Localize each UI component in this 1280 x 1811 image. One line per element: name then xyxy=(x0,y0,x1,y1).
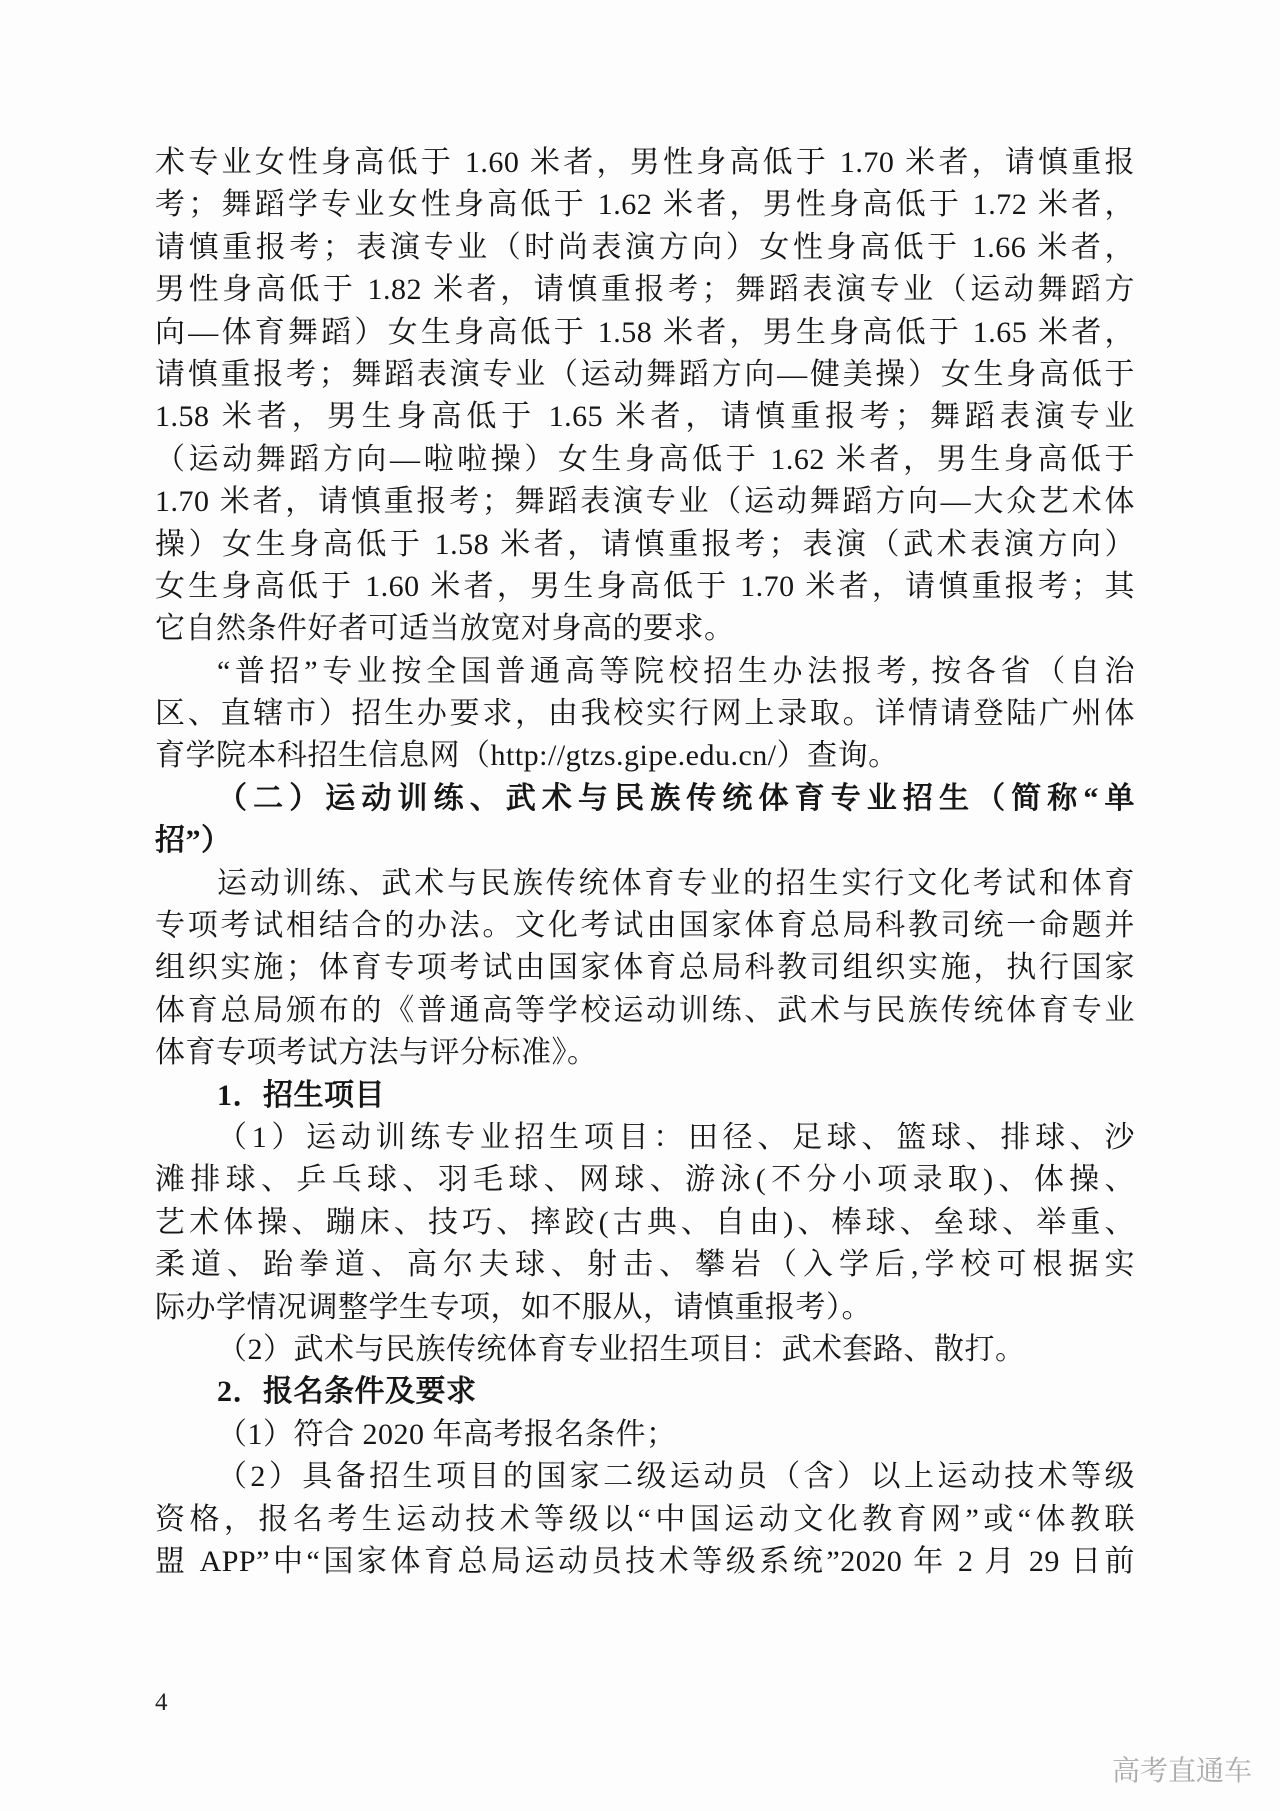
text-line: “普招”专业按全国普通高等院校招生办法报考, 按各省（自治 xyxy=(217,654,1135,688)
text-line: 向—体育舞蹈）女生身高低于 1.58 米者，男生身高低于 1.65 米者， xyxy=(155,315,1135,349)
text-line: 术专业女性身高低于 1.60 米者，男性身高低于 1.70 米者，请慎重报 xyxy=(155,146,1135,179)
page-number: 4 xyxy=(155,1689,168,1716)
text-line: 2．报名条件及要求 xyxy=(217,1375,477,1409)
text-line: 招”） xyxy=(155,824,232,858)
watermark-brand: 高考直通车 xyxy=(1111,1755,1252,1786)
text-line: 1.70 米者，请慎重报考；舞蹈表演专业（运动舞蹈方向—大众艺术体 xyxy=(155,485,1135,519)
text-line: （运动舞蹈方向—啦啦操）女生身高低于 1.62 米者，男生身高低于 xyxy=(155,442,1135,476)
text-line: 男性身高低于 1.82 米者，请慎重报考；舞蹈表演专业（运动舞蹈方 xyxy=(155,273,1135,307)
text-line: 运动训练、武术与民族传统体育专业的招生实行文化考试和体育 xyxy=(217,866,1135,900)
text-line: （2）具备招生项目的国家二级运动员（含）以上运动技术等级 xyxy=(217,1460,1135,1494)
text-line: 专项考试相结合的办法。文化考试由国家体育总局科教司统一命题并 xyxy=(155,909,1135,943)
text-line: 操）女生身高低于 1.58 米者，请慎重报考；表演（武术表演方向） xyxy=(155,527,1135,561)
text-line: 1.58 米者，男生身高低于 1.65 米者，请慎重报考；舞蹈表演专业 xyxy=(155,400,1135,434)
text-line: （二）运动训练、武术与民族传统体育专业招生（简称“单 xyxy=(217,781,1135,815)
text-line: 艺术体操、蹦床、技巧、摔跤(古典、自由)、棒球、垒球、举重、 xyxy=(155,1205,1135,1239)
text-line: 女生身高低于 1.60 米者，男生身高低于 1.70 米者，请慎重报考；其 xyxy=(155,569,1135,603)
text-line: 区、直辖市）招生办要求，由我校实行网上录取。详情请登陆广州体 xyxy=(155,697,1135,731)
text-line: 体育总局颁布的《普通高等学校运动训练、武术与民族传统体育专业 xyxy=(155,993,1135,1027)
text-line: 育学院本科招生信息网（http://gtzs.gipe.edu.cn/）查询。 xyxy=(155,739,899,773)
text-line: 际办学情况调整学生专项，如不服从，请慎重报考）。 xyxy=(155,1290,872,1324)
text-line: 1．招生项目 xyxy=(217,1078,385,1112)
document-body xyxy=(155,142,1135,1583)
text-line: （2）武术与民族传统体育专业招生项目：武术套路、散打。 xyxy=(217,1332,1026,1366)
text-line: 体育专项考试方法与评分标准》。 xyxy=(155,1036,598,1070)
text-line: 柔道、跆拳道、高尔夫球、射击、攀岩（入学后,学校可根据实 xyxy=(155,1248,1135,1282)
text-line: 滩排球、乒乓球、羽毛球、网球、游泳(不分小项录取)、体操、 xyxy=(155,1163,1135,1197)
text-line: 盟 APP”中“国家体育总局运动员技术等级系统”2020 年 2 月 29 日前 xyxy=(155,1544,1135,1578)
text-line: （1）符合 2020 年高考报名条件； xyxy=(217,1417,677,1451)
text-line: 组织实施；体育专项考试由国家体育总局科教司组织实施，执行国家 xyxy=(155,951,1135,985)
text-line: 请慎重报考；表演专业（时尚表演方向）女性身高低于 1.66 米者， xyxy=(155,230,1135,264)
text-line: 请慎重报考；舞蹈表演专业（运动舞蹈方向—健美操）女生身高低于 xyxy=(155,357,1135,391)
text-line: （1）运动训练专业招生项目：田径、足球、篮球、排球、沙 xyxy=(217,1120,1135,1154)
text-line: 资格，报名考生运动技术等级以“中国运动文化教育网”或“体教联 xyxy=(155,1502,1135,1536)
text-line: 考；舞蹈学专业女性身高低于 1.62 米者，男性身高低于 1.72 米者， xyxy=(155,188,1135,222)
text-line: 它自然条件好者可适当放宽对身高的要求。 xyxy=(155,612,735,646)
